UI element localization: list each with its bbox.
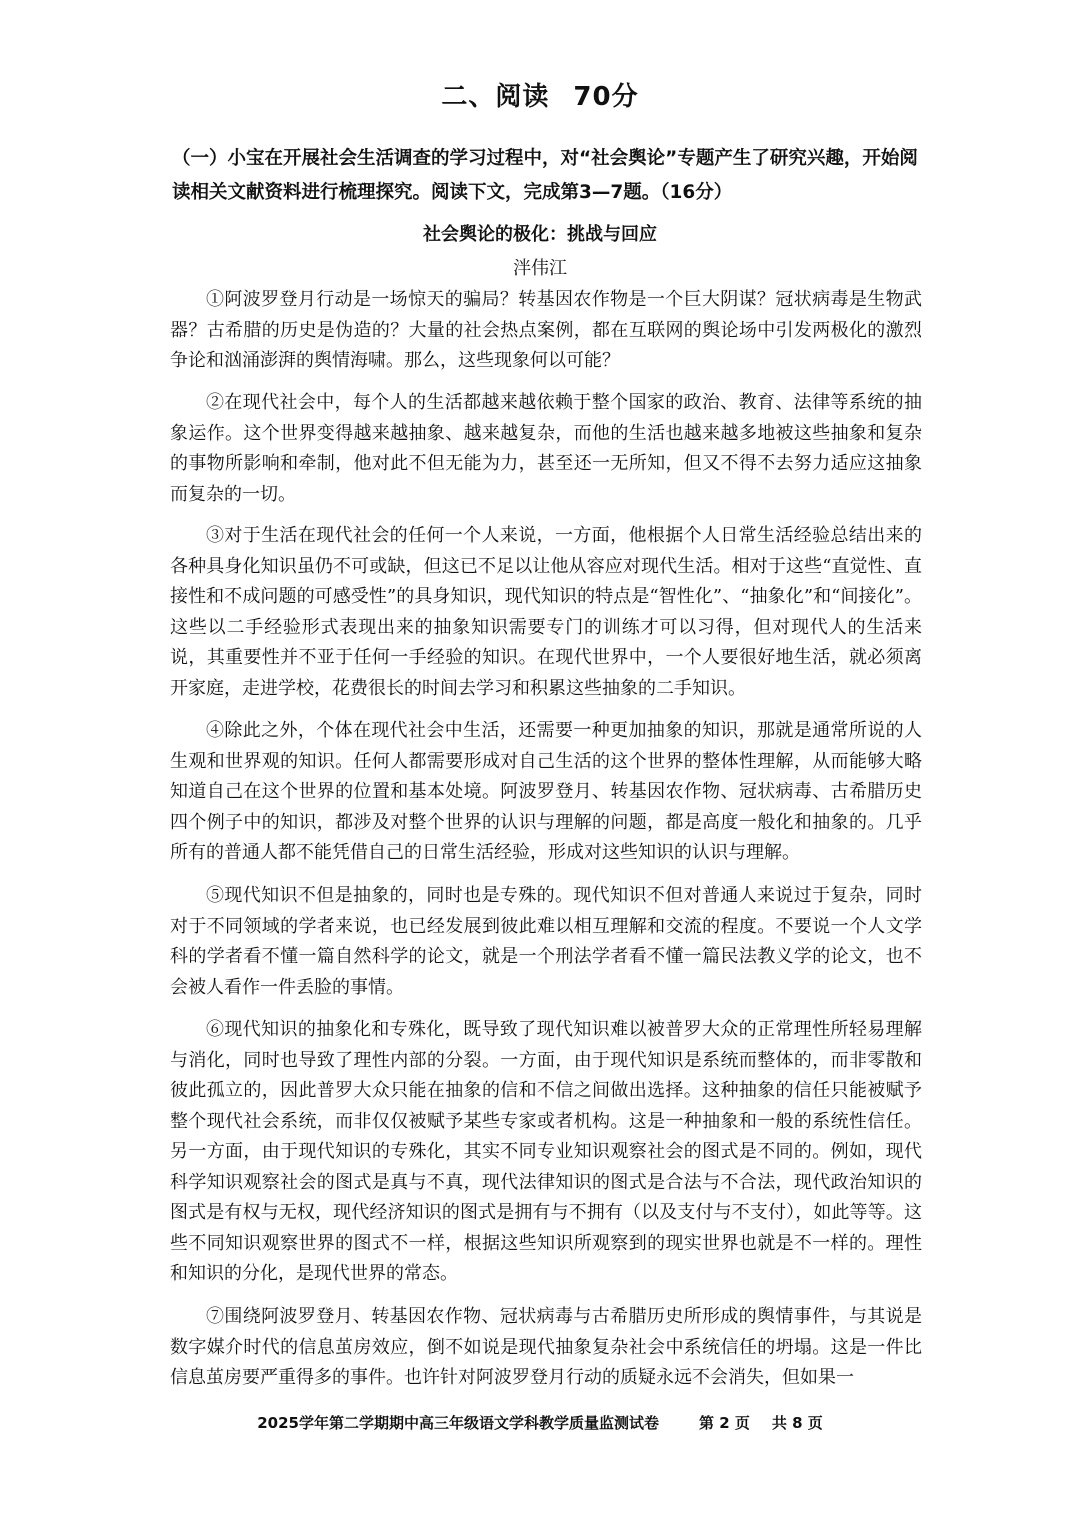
paragraph-5: ⑤现代知识不但是抽象的，同时也是专殊的。现代知识不但对普通人来说过于复杂，同时对于不同领域的学者来说，也已经发展到彼此难以相互理解和交流的程度。不要说一个人文学科的学者看不懂一篇自然科学的论文，就是一个刑法学者看不懂一篇民法教义学的论文，也不会被人看作一件丢脸的事情。 [170, 885, 922, 998]
article-title: 社会舆论的极化：挑战与回应 [423, 224, 657, 245]
page-number: 第 2 页 [698, 1414, 750, 1432]
paragraph-4: ④除此之外，个体在现代社会中生活，还需要一种更加抽象的知识，那就是通常所说的人生观和世界观的知识。任何人都需要形成对自己生活的这个世界的整体性理解，从而能够大略知道自己在这个世界的位置和基本处境。阿波罗登月、转基因农作物、冠状病毒、古希腊历史四个例子中的知识，都涉及对整个世界的认识与理解的问题，都是高度一般化和抽象的。几乎所有的普通人都不能凭借自己的日常生活经验，形成对这些知识的认识与理解。 [170, 720, 922, 863]
paragraph-6: ⑥现代知识的抽象化和专殊化，既导致了现代知识难以被普罗大众的正常理性所轻易理解与消化，同时也导致了理性内部的分裂。一方面，由于现代知识是系统而整体的，而非零散和彼此孤立的，因此普罗大众只能在抽象的信和不信之间做出选择。这种抽象的信任只能被赋予整个现代社会系统，而非仅仅被赋予某些专家或者机构。这是一种抽象和一般的系统性信任。另一方面，由于现代知识的专殊化，其实不同专业知识观察社会的图式是不同的。例如，现代科学知识观察社会的图式是真与不真，现代法律知识的图式是合法与不合法，现代政治知识的图式是有权与无权，现代经济知识的图式是拥有与不拥有（以及支付与不支付），如此等等。这些不同知识观察世界的图式不一样，根据这些知识所观察到的现实世界也就是不一样的。理性和知识的分化，是现代世界的常态。 [170, 1019, 922, 1284]
section-title: 二、阅读 [441, 82, 550, 112]
page-total: 共 8 页 [771, 1414, 823, 1432]
paragraph-2: ②在现代社会中，每个人的生活都越来越依赖于整个国家的政治、教育、法律等系统的抽象运作。这个世界变得越来越抽象、越来越复杂，而他的生活也越来越多地被这些抽象和复杂的事物所影响和牵制，他对此不但无能为力，甚至还一无所知，但又不得不去努力适应这抽象而复杂的一切。 [170, 392, 922, 505]
exam-name: 2025学年第二学期期中高三年级语文学科教学质量监测试卷 [257, 1414, 659, 1432]
passage-intro: （一）小宝在开展社会生活调查的学习过程中，对“社会舆论”专题产生了研究兴趣，开始阅读相关文献资料进行梳理探究。阅读下文，完成第3—7题。（16分） [172, 148, 918, 203]
section-heading [0, 76, 1080, 113]
paragraph-3: ③对于生活在现代社会的任何一个人来说，一方面，他根据个人日常生活经验总结出来的各种具身化知识虽仍不可或缺，但这已不足以让他从容应对现代生活。相对于这些“直觉性、直接性和不成问题的可感受性”的具身知识，现代知识的特点是“智性化”、“抽象化”和“间接化”。这些以二手经验形式表现出来的抽象知识需要专门的训练才可以习得，但对现代人的生活来说，其重要性并不亚于任何一手经验的知识。在现代世界中，一个人要很好地生活，就必须离开家庭，走进学校，花费很长的时间去学习和积累这些抽象的二手知识。 [170, 525, 922, 699]
article-author: 泮伟江 [513, 258, 567, 279]
page-footer [0, 1412, 1080, 1433]
section-score: 70分 [573, 82, 639, 112]
paragraph-7: ⑦围绕阿波罗登月、转基因农作物、冠状病毒与古希腊历史所形成的舆情事件，与其说是数字媒介时代的信息茧房效应，倒不如说是现代抽象复杂社会中系统信任的坍塌。这是一件比信息茧房要严重得多的事件。也许针对阿波罗登月行动的质疑永远不会消失，但如果一 [170, 1306, 922, 1388]
paragraph-1: ①阿波罗登月行动是一场惊天的骗局？转基因农作物是一个巨大阴谋？冠状病毒是生物武器？古希腊的历史是伪造的？大量的社会热点案例，都在互联网的舆论场中引发两极化的激烈争论和汹涌澎湃的舆情海啸。那么，这些现象何以可能？ [170, 289, 922, 371]
